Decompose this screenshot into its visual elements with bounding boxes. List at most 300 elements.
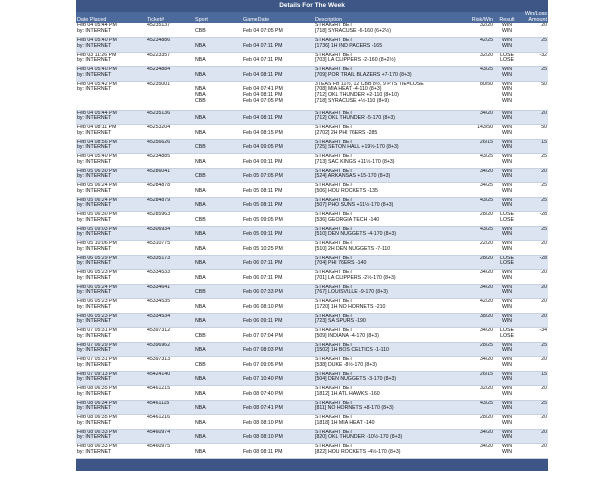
ticket-number: 45286041 [147, 168, 171, 174]
game-date-cell [242, 125, 314, 140]
description-cell [314, 139, 466, 154]
description-cell [314, 110, 466, 125]
placed-by: by: INTERNET [77, 303, 112, 310]
result-value: WIN [501, 86, 513, 93]
result-value: WIN [501, 187, 513, 194]
ticket-cell [146, 284, 194, 299]
win-loss-amount: 15 [541, 139, 547, 145]
ticket-cell [146, 357, 194, 372]
table-row[interactable] [76, 342, 548, 357]
result-value: LOSE [500, 260, 514, 267]
date-placed: Feb 07 05:31 PM [77, 356, 117, 363]
description-line: STRAIGHT BET [315, 414, 353, 421]
date-placed: Feb 05 09:03 PM [77, 226, 117, 232]
date-placed: Feb 04 05:44 PM [77, 110, 117, 116]
sport-label: NBA [195, 419, 206, 426]
result-cell [494, 400, 520, 415]
win-loss-cell [520, 415, 548, 430]
win-loss-amount: 25 [541, 153, 547, 160]
description-line: STRAIGHT BET [315, 327, 353, 334]
table-row[interactable] [76, 154, 548, 169]
result-value: WIN [501, 448, 513, 455]
description-cell [314, 328, 466, 343]
placed-by: by: INTERNET [77, 216, 112, 223]
game-date-cell [242, 67, 314, 82]
description-cell [314, 255, 466, 270]
win-loss-cell [520, 357, 548, 372]
description-line: [712] OKL THUNDER -5-170 (8+3) [315, 115, 396, 122]
result-value: WIN [501, 115, 513, 122]
description-cell [314, 429, 466, 444]
risk-win-value: 28/20 [480, 414, 493, 421]
result-value: WIN [501, 429, 513, 435]
result-value: WIN [501, 23, 513, 29]
result-value: WIN [501, 405, 513, 412]
ticket-cell [146, 154, 194, 169]
description-line: [510] 2H DEN NUGGETS -7-110 [315, 245, 391, 252]
date-placed-cell [76, 342, 146, 357]
ticket-cell [146, 371, 194, 386]
sport-label: NBA [195, 187, 206, 194]
risk-win-value: 43/25 [480, 400, 493, 406]
table-row[interactable] [76, 255, 548, 270]
result-value: WIN [501, 97, 513, 104]
table-row[interactable] [76, 429, 548, 444]
sport-cell [194, 154, 242, 169]
risk-win-value: 26/15 [480, 139, 493, 145]
table-row[interactable] [76, 328, 548, 343]
game-date-cell [242, 110, 314, 125]
col-sport[interactable]: Sport [194, 12, 242, 23]
description-line: STRAIGHT BET [315, 124, 353, 131]
description-line: [822] HOU ROCKETS -4½-170 (8+3) [315, 448, 401, 455]
risk-win-value: 32/20 [480, 385, 493, 392]
date-placed: Feb 04 05:44 PM [77, 23, 117, 29]
risk-win-cell [466, 328, 494, 343]
game-date: Feb 04 08:11 PM [243, 71, 283, 78]
result-value: WIN [501, 342, 513, 348]
game-date-cell [242, 313, 314, 328]
win-loss-cell [520, 38, 548, 53]
table-row[interactable] [76, 299, 548, 314]
result-cell [494, 313, 520, 328]
description-line: STRAIGHT BET [315, 182, 353, 189]
date-placed: Feb 08 06:34 PM [77, 400, 117, 406]
table-row[interactable] [76, 313, 548, 328]
risk-win-cell [466, 139, 494, 154]
ticket-cell [146, 139, 194, 154]
col-risk-win[interactable]: Risk/Win [466, 12, 494, 23]
risk-win-cell [466, 255, 494, 270]
ticket-cell [146, 313, 194, 328]
risk-win-value: 43/25 [480, 66, 493, 73]
ticket-cell [146, 125, 194, 140]
sport-label: NBA [195, 405, 206, 412]
risk-win-value: 43/25 [480, 197, 493, 203]
description-line: STRAIGHT BET [315, 385, 353, 392]
result-value: WIN [501, 443, 513, 450]
win-loss-amount: 20 [541, 110, 547, 116]
win-loss-amount: 20 [541, 443, 547, 450]
description-line: [1720] 1H NO HORNETS -210 [315, 303, 386, 310]
description-cell [314, 284, 466, 299]
description-line: [506] HOU ROCKETS -135 [315, 187, 378, 194]
game-date: Feb 04 07:11 PM [243, 57, 283, 64]
result-cell [494, 299, 520, 314]
description-line: STRAIGHT BET [315, 342, 353, 348]
panel-footer [76, 459, 548, 471]
placed-by: by: INTERNET [77, 376, 112, 383]
description-line: [725] SETON HALL +19½-170 (8+3) [315, 144, 399, 151]
table-row[interactable] [76, 270, 548, 285]
table-row[interactable] [76, 110, 548, 125]
panel-title: Details For The Week [76, 0, 548, 12]
game-date-cell [242, 386, 314, 401]
result-cell [494, 371, 520, 386]
date-placed-cell [76, 328, 146, 343]
date-placed: Feb 04 08:11 PM [77, 124, 117, 131]
result-value: WIN [501, 400, 513, 406]
result-value: WIN [501, 240, 513, 247]
description-line: [524] ARKANSAS +15-170 (8+3) [315, 173, 391, 180]
win-loss-amount: 25 [541, 37, 547, 44]
sport-label: NBA [195, 245, 206, 252]
ticket-number: 45253204 [147, 124, 171, 131]
game-date: Feb 07 09:05 PM [243, 361, 283, 368]
ticket-number: 45334533 [147, 269, 171, 276]
ticket-number: 45461115 [147, 400, 170, 406]
description-line: STRAIGHT BET [315, 52, 353, 58]
risk-win-cell [466, 371, 494, 386]
result-cell [494, 212, 520, 227]
description-line: STRAIGHT BET [315, 240, 353, 247]
table-row[interactable] [76, 67, 548, 82]
table-row[interactable] [76, 183, 548, 198]
sport-cell [194, 270, 242, 285]
description-cell [314, 415, 466, 430]
ticket-number: 45234885 [147, 153, 171, 160]
ticket-number: 45285963 [147, 211, 171, 218]
win-loss-amount: 50 [541, 124, 547, 131]
sport-label: NBA [195, 448, 206, 455]
ticket-number: 45234884 [147, 66, 171, 73]
risk-win-value: 32/20 [480, 52, 493, 58]
date-placed: Feb 08 06:35 PM [77, 414, 117, 421]
table-row[interactable] [76, 241, 548, 256]
win-loss-cell [520, 168, 548, 183]
risk-win-cell [466, 342, 494, 357]
risk-win-value: 34/20 [480, 284, 493, 290]
result-cell [494, 154, 520, 169]
ticket-cell [146, 52, 194, 67]
sport-label: NBA [195, 86, 206, 93]
game-date-cell [242, 183, 314, 198]
result-value: LOSE [500, 211, 514, 218]
risk-win-cell [466, 313, 494, 328]
description-line: [713] SAC KINGS +11½-170 (8+3) [315, 158, 395, 165]
win-loss-amount: 20 [541, 23, 547, 29]
result-cell [494, 429, 520, 444]
ticket-number: 45234886 [147, 37, 171, 44]
risk-win-value: 28/20 [480, 211, 493, 218]
table-row[interactable] [76, 415, 548, 430]
result-cell [494, 328, 520, 343]
date-placed-cell [76, 52, 146, 67]
date-placed: Feb 06 05:23 PM [77, 298, 117, 305]
description-cell [314, 67, 466, 82]
result-value: LOSE [500, 52, 514, 58]
risk-win-cell [466, 284, 494, 299]
result-value: WIN [501, 139, 513, 145]
result-value: WIN [501, 274, 513, 281]
description-cell [314, 154, 466, 169]
game-date: Feb 06 07:11 PM [243, 260, 283, 267]
table-row[interactable] [76, 168, 548, 183]
win-loss-amount: 15 [541, 371, 547, 377]
description-line: STRAIGHT BET [315, 269, 353, 276]
result-cell [494, 342, 520, 357]
result-cell [494, 226, 520, 241]
table-row[interactable] [76, 125, 548, 140]
game-date-cell [242, 328, 314, 343]
ticket-cell [146, 328, 194, 343]
win-loss-cell [520, 81, 548, 110]
table-row[interactable] [76, 444, 548, 459]
win-loss-cell [520, 270, 548, 285]
description-line: 3TEAS FB 11½, 12 CBB 8½, 9 PTS TIE=LOSE [315, 81, 424, 87]
date-placed-cell [76, 299, 146, 314]
game-date: Feb 04 08:11 PM [243, 115, 283, 122]
result-value: WIN [501, 434, 513, 441]
table-row[interactable] [76, 139, 548, 154]
ticket-cell [146, 110, 194, 125]
win-loss-cell [520, 255, 548, 270]
table-row[interactable] [76, 81, 548, 110]
placed-by: by: INTERNET [77, 260, 112, 267]
table-row[interactable] [76, 226, 548, 241]
table-row[interactable] [76, 357, 548, 372]
result-cell [494, 197, 520, 212]
win-loss-cell [520, 67, 548, 82]
risk-win-cell [466, 154, 494, 169]
win-loss-amount: 20 [541, 414, 547, 421]
table-row[interactable] [76, 38, 548, 53]
description-line: [701] LA CLIPPERS -2½-170 (8+3) [315, 274, 396, 281]
table-row[interactable] [76, 23, 548, 38]
game-date: Feb 08 08:11 PM [243, 448, 283, 455]
col-description[interactable]: Description [314, 12, 466, 23]
description-line: STRAIGHT BET [315, 168, 353, 174]
game-date-cell [242, 212, 314, 227]
date-placed-cell [76, 226, 146, 241]
game-date: Feb 04 07:05 PM [243, 97, 283, 104]
risk-win-cell [466, 23, 494, 38]
date-placed: Feb 05 06:24 PM [77, 182, 117, 189]
risk-win-cell [466, 357, 494, 372]
sport-label: NBA [195, 303, 206, 310]
date-placed-cell [76, 139, 146, 154]
description-line: [1812] 1H ATL HAWKS -160 [315, 390, 380, 397]
date-placed-cell [76, 212, 146, 227]
result-value: WIN [501, 269, 513, 276]
result-value: WIN [501, 303, 513, 310]
result-value: WIN [501, 124, 513, 131]
result-value: WIN [501, 376, 513, 383]
date-placed: Feb 08 06:33 PM [77, 429, 117, 435]
result-value: WIN [501, 110, 513, 116]
ticket-cell [146, 299, 194, 314]
date-placed-cell [76, 371, 146, 386]
game-date-cell [242, 371, 314, 386]
ticket-cell [146, 415, 194, 430]
result-value: WIN [501, 197, 513, 203]
game-date-cell [242, 154, 314, 169]
table-row[interactable] [76, 197, 548, 212]
risk-win-cell [466, 168, 494, 183]
ticket-number: 45256626 [147, 139, 171, 145]
game-date: Feb 08 08:10 PM [243, 419, 283, 426]
sport-cell [194, 81, 242, 110]
description-line: [712] OKL THUNDER +2-110 (8+10) [315, 92, 399, 99]
description-cell [314, 38, 466, 53]
date-placed: Feb 06 05:23 PM [77, 313, 117, 319]
placed-by: by: INTERNET [77, 245, 112, 252]
date-placed: Feb 03 11:26 PM [77, 52, 117, 58]
bet-details-panel [76, 0, 548, 471]
ticket-number: 45334535 [147, 298, 171, 305]
description-line: [723] SA SPURS -190 [315, 318, 366, 325]
win-loss-amount: 20 [541, 269, 547, 276]
risk-win-value: 26/15 [480, 371, 493, 377]
result-value: LOSE [500, 327, 514, 334]
result-value: WIN [501, 202, 513, 209]
placed-by: by: INTERNET [77, 347, 112, 354]
game-date-cell [242, 226, 314, 241]
table-row[interactable] [76, 284, 548, 299]
placed-by: by: INTERNET [77, 57, 112, 64]
game-date: Feb 05 07:05 PM [243, 173, 283, 180]
game-date-cell [242, 241, 314, 256]
sport-label: NBA [195, 57, 206, 64]
game-date: Feb 07 07:04 PM [243, 332, 283, 339]
ticket-cell [146, 386, 194, 401]
result-value: WIN [501, 168, 513, 174]
result-cell [494, 284, 520, 299]
sport-cell [194, 23, 242, 38]
placed-by: by: INTERNET [77, 448, 112, 455]
table-row[interactable] [76, 386, 548, 401]
win-loss-cell [520, 139, 548, 154]
ticket-number: 45310775 [147, 240, 171, 247]
result-value: WIN [501, 129, 513, 136]
ticket-cell [146, 81, 194, 110]
date-placed-cell [76, 110, 146, 125]
result-value: WIN [501, 144, 513, 151]
ticket-number: 45284879 [147, 197, 171, 203]
description-line: [718] SYRACUSE -6-160 (6+2½) [315, 27, 391, 34]
table-row[interactable] [76, 371, 548, 386]
description-line: [718] SYRACUSE +½-110 (8+9) [315, 97, 390, 104]
placed-by: by: INTERNET [77, 361, 112, 368]
placed-by: by: INTERNET [77, 158, 112, 165]
result-value: WIN [501, 153, 513, 160]
win-loss-amount: 20 [541, 298, 547, 305]
table-row[interactable] [76, 400, 548, 415]
win-loss-cell [520, 313, 548, 328]
sport-cell [194, 357, 242, 372]
description-line: [708] MIA HEAT -4-110 (8+3) [315, 86, 382, 93]
sport-label: NBA [195, 42, 206, 49]
description-line: STRAIGHT BET [315, 153, 353, 160]
date-placed-cell [76, 284, 146, 299]
placed-by: by: INTERNET [77, 318, 112, 325]
sport-cell [194, 328, 242, 343]
game-date-cell [242, 168, 314, 183]
description-line: [536] GEORGIA TECH -140 [315, 216, 380, 223]
sport-label: NBA [195, 158, 206, 165]
risk-win-cell [466, 415, 494, 430]
risk-win-cell [466, 212, 494, 227]
game-date: Feb 04 09:11 PM [243, 158, 283, 165]
description-cell [314, 357, 466, 372]
result-value: WIN [501, 390, 513, 397]
result-cell [494, 255, 520, 270]
col-result[interactable]: Result [494, 12, 520, 23]
result-value: WIN [501, 419, 513, 426]
ticket-cell [146, 226, 194, 241]
sport-cell [194, 444, 242, 459]
date-placed-cell [76, 168, 146, 183]
win-loss-cell [520, 371, 548, 386]
placed-by: by: INTERNET [77, 144, 112, 151]
win-loss-amount: 20 [541, 385, 547, 392]
ticket-cell [146, 270, 194, 285]
game-date-cell [242, 444, 314, 459]
game-date: Feb 04 09:05 PM [243, 144, 283, 151]
date-placed: Feb 04 08:56 PM [77, 139, 117, 145]
ticket-cell [146, 255, 194, 270]
game-date: Feb 06 09:11 PM [243, 318, 283, 325]
col-date-placed[interactable]: Date Placed [76, 12, 146, 23]
sport-cell [194, 371, 242, 386]
table-row[interactable] [76, 52, 548, 67]
date-placed-cell [76, 81, 146, 110]
placed-by: by: INTERNET [77, 231, 112, 238]
result-value: WIN [501, 231, 513, 238]
description-cell [314, 81, 466, 110]
game-date: Feb 08 07:41 PM [243, 405, 283, 412]
date-placed: Feb 05 06:24 PM [77, 197, 117, 203]
date-placed-cell [76, 255, 146, 270]
risk-win-value: 43/25 [480, 153, 493, 160]
col-ticket[interactable]: Ticket# [146, 12, 194, 23]
col-game-date[interactable]: GameDate [242, 12, 314, 23]
description-line: STRAIGHT BET [315, 110, 353, 116]
sport-label: NBA [195, 434, 206, 441]
win-loss-amount: 25 [541, 400, 547, 406]
win-loss-amount: -28 [539, 255, 547, 261]
result-value: LOSE [500, 255, 514, 261]
win-loss-amount: 20 [541, 356, 547, 363]
ticket-number: 45460975 [147, 443, 171, 450]
risk-win-cell [466, 197, 494, 212]
win-loss-amount: 25 [541, 66, 547, 73]
col-win-loss[interactable]: Win/Loss Amount [520, 12, 548, 23]
date-placed-cell [76, 183, 146, 198]
ticket-number: 45424140 [147, 371, 171, 377]
table-row[interactable] [76, 212, 548, 227]
description-line: STRAIGHT BET [315, 313, 353, 319]
